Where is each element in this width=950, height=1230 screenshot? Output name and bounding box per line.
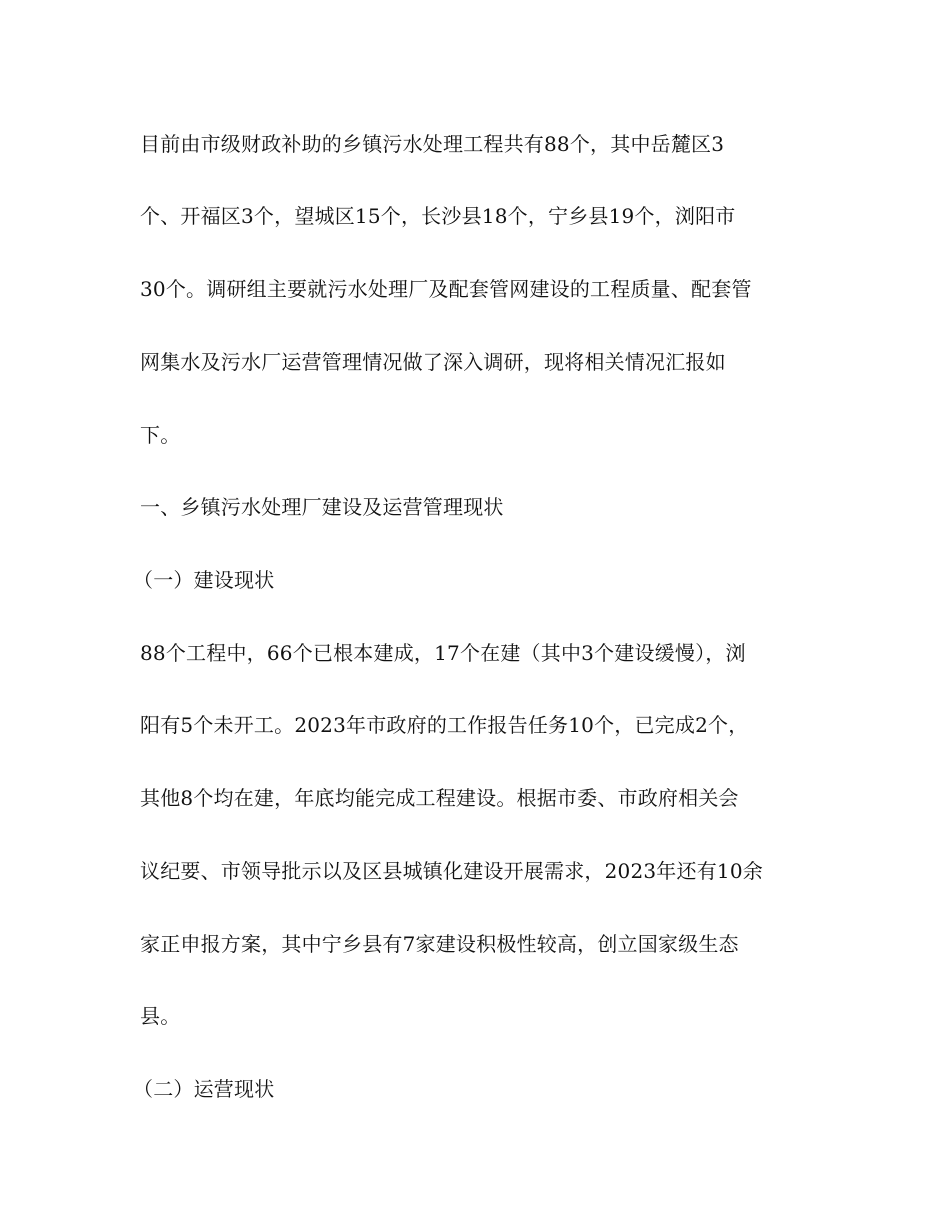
text-line: 阳有5个未开工。2023年市政府的工作报告任务10个，已完成2个， <box>140 713 749 737</box>
text-line: 30个。调研组主要就污水处理厂及配套管网建设的工程质量、配套管 <box>140 277 752 301</box>
section-heading: 一、乡镇污水处理厂建设及运营管理现状 <box>140 495 504 519</box>
text-line: 目前由市级财政补助的乡镇污水处理工程共有88个，其中岳麓区3 <box>140 132 725 156</box>
text-line: 其他8个均在建，年底均能完成工程建设。根据市委、市政府相关会 <box>140 786 739 810</box>
text-line: 议纪要、市领导批示以及区县城镇化建设开展需求，2023年还有10余 <box>140 859 763 883</box>
text-line: 家正申报方案，其中宁乡县有7家建设积极性较高，创立国家级生态 <box>140 932 739 956</box>
text-line: 个、开福区3个，望城区15个，长沙县18个，宁乡县19个，浏阳市 <box>140 204 736 228</box>
subsection-heading: （二）运营现状 <box>133 1077 275 1101</box>
text-line: 下。 <box>140 423 181 447</box>
text-line: 网集水及污水厂运营管理情况做了深入调研，现将相关情况汇报如 <box>140 350 726 374</box>
text-line: 县。 <box>140 1004 181 1028</box>
subsection-heading: （一）建设现状 <box>133 568 275 592</box>
text-line: 88个工程中，66个已根本建成，17个在建（其中3个建设缓慢），浏 <box>140 641 746 665</box>
